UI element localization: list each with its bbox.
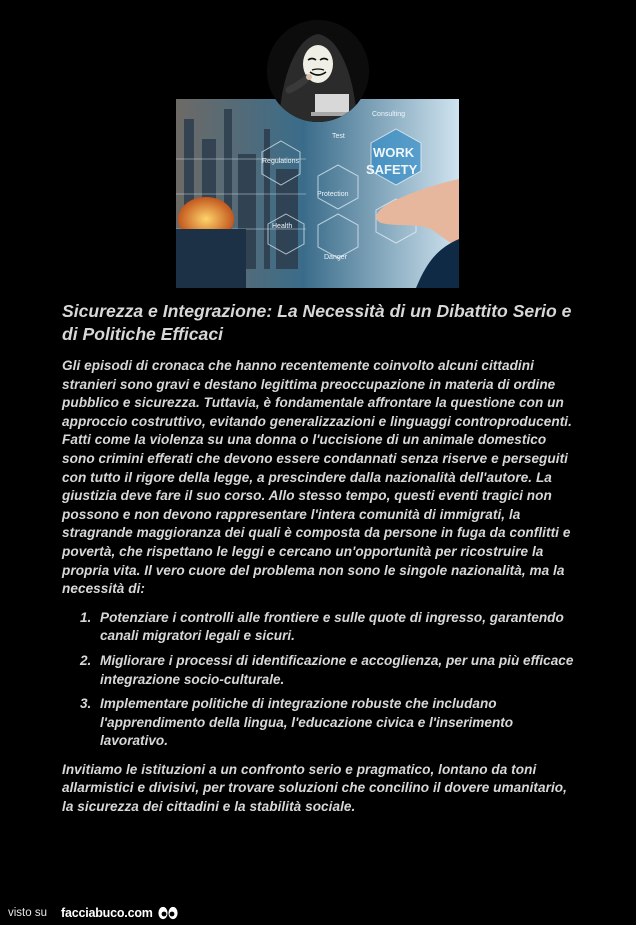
- list-item: [62, 609, 582, 646]
- action-list: [62, 609, 582, 751]
- label-test: Test: [332, 133, 345, 140]
- list-item: [62, 652, 582, 689]
- label-safety: SAFETY: [366, 162, 418, 177]
- label-health: Health: [272, 223, 293, 230]
- work-safety-illustration: [176, 99, 459, 288]
- label-danger: Danger: [324, 254, 347, 261]
- work-safety-image: [176, 99, 459, 288]
- article-closing: Invitiamo le istituzioni a un confronto serio e pragmatico, lontano da toni allarmistici e divisivi, per trovare soluzioni che concilino il dovere umanitario, la sicurezza dei cittadini e la stabilità sociale.: [62, 761, 567, 815]
- label-consulting: Consulting: [372, 111, 406, 118]
- label-work: WORK: [373, 145, 415, 160]
- article: [62, 300, 582, 817]
- article-title: Sicurezza e Integrazione: La Necessità di un Dibattito Serio e di Politiche Efficaci: [62, 301, 572, 344]
- eyes-icon: [157, 905, 179, 921]
- visto-su-label: visto su: [8, 907, 47, 919]
- list-item: [62, 695, 582, 751]
- label-regulations: Regulations: [262, 158, 299, 165]
- list-number: 3.: [80, 696, 92, 712]
- list-number: 1.: [80, 609, 92, 625]
- list-text: Migliorare i processi di identificazione e accoglienza, per una più efficace integrazione socio-culturale.: [100, 652, 574, 687]
- watermark-footer[interactable]: [8, 903, 179, 923]
- facciabuco-logo-text[interactable]: facciabuco.com: [61, 906, 153, 920]
- anonymous-hacker-icon: [267, 20, 369, 122]
- list-text: Implementare politiche di integrazione robuste che includano l'apprendimento della lingua, l'educazione civica e l'inserimento lavorativo.: [100, 696, 514, 749]
- article-intro: Gli episodi di cronaca che hanno recentemente coinvolto alcuni cittadini stranieri sono gravi e destano legittima preoccupazione in materia di ordine pubblico e sicurezza. Tuttavia, è fondamentale affrontare la questione con un approccio costruttivo, evitando generalizzazioni e linguaggi controproducenti. Fatti come la violenza su una donna o l'uccisione di un animale domestico sono crimini efferati che devono essere condannati senza riserve e perseguiti con tutto il rigore della legge, a prescindere dalla nazionalità dell'autore. La giustizia deve fare il suo corso. Allo stesso tempo, questi eventi tragici non possono e non devono rappresentare l'intera comunità di immigrati, la stragrande maggioranza dei quali è composta da persone in fuga da conflitti e povertà, che rispettano le leggi e cercano un'opportunità per ricostruire la propria vita. Il vero cuore del problema non sono le singole nazionalità, ma la necessità di:: [62, 358, 572, 597]
- list-text: Potenziare i controlli alle frontiere e sulle quote di ingresso, garantendo canali migratori legali e sicuri.: [100, 609, 564, 644]
- list-number: 2.: [80, 652, 92, 668]
- avatar: [267, 20, 369, 122]
- label-protection: Protection: [317, 191, 349, 198]
